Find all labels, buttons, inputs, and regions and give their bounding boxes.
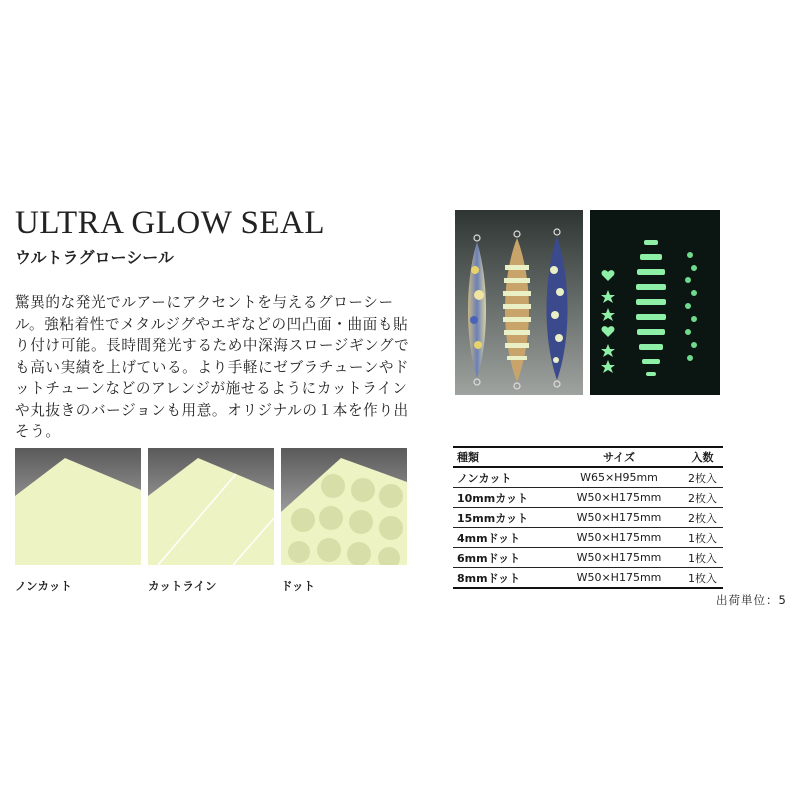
daylight-lure-photo (455, 210, 583, 395)
row-type: 10mmカット (453, 488, 556, 508)
row-type: 4mmドット (453, 528, 556, 548)
row-size: W50×H175mm (556, 548, 682, 568)
swatch-noncut-image (15, 448, 141, 565)
swatch-dot-image (281, 448, 407, 565)
swatch-label-noncut: ノンカット (15, 579, 72, 593)
row-quantity: 2枚入 (682, 508, 723, 528)
glow-in-dark-photo (590, 210, 720, 395)
table-row (453, 528, 723, 548)
spec-table-header (453, 447, 723, 467)
header-size: サイズ (556, 447, 682, 467)
product-description: 驚異的な発光でルアーにアクセントを与えるグローシール。強粘着性でメタルジグやエギなどの凹凸面・曲面も貼り付け可能。長時間発光するため中深海スロージギングでも高い実績を上げている。より手軽にゼブラチューンやドットチューンなどのアレンジが施せるようにカットラインや丸抜きのバージョンも用意。オリジナルの１本を作り出そう。 (15, 294, 410, 440)
table-row (453, 548, 723, 568)
row-size: W50×H175mm (556, 568, 682, 589)
swatch-cutline-image (148, 448, 274, 565)
spec-table (453, 446, 723, 589)
row-size: W50×H175mm (556, 508, 682, 528)
product-title: ULTRA GLOW SEAL (15, 205, 326, 241)
table-row (453, 467, 723, 488)
row-quantity: 2枚入 (682, 488, 723, 508)
row-quantity: 1枚入 (682, 548, 723, 568)
row-quantity: 1枚入 (682, 528, 723, 548)
row-quantity: 1枚入 (682, 568, 723, 589)
swatch-label-cutline: カットライン (148, 579, 217, 593)
shipping-unit: 出荷単位：5 (716, 593, 787, 607)
row-size: W50×H175mm (556, 528, 682, 548)
row-quantity: 2枚入 (682, 467, 723, 488)
product-subtitle: ウルトラグローシール (15, 248, 174, 267)
row-type: ノンカット (453, 467, 556, 488)
header-quantity: 入数 (682, 447, 723, 467)
header-type: 種類 (453, 447, 556, 467)
table-row (453, 508, 723, 528)
table-row (453, 568, 723, 589)
row-type: 6mmドット (453, 548, 556, 568)
table-row (453, 488, 723, 508)
row-type: 15mmカット (453, 508, 556, 528)
row-type: 8mmドット (453, 568, 556, 589)
swatch-label-dot: ドット (281, 579, 316, 593)
row-size: W65×H95mm (556, 467, 682, 488)
row-size: W50×H175mm (556, 488, 682, 508)
